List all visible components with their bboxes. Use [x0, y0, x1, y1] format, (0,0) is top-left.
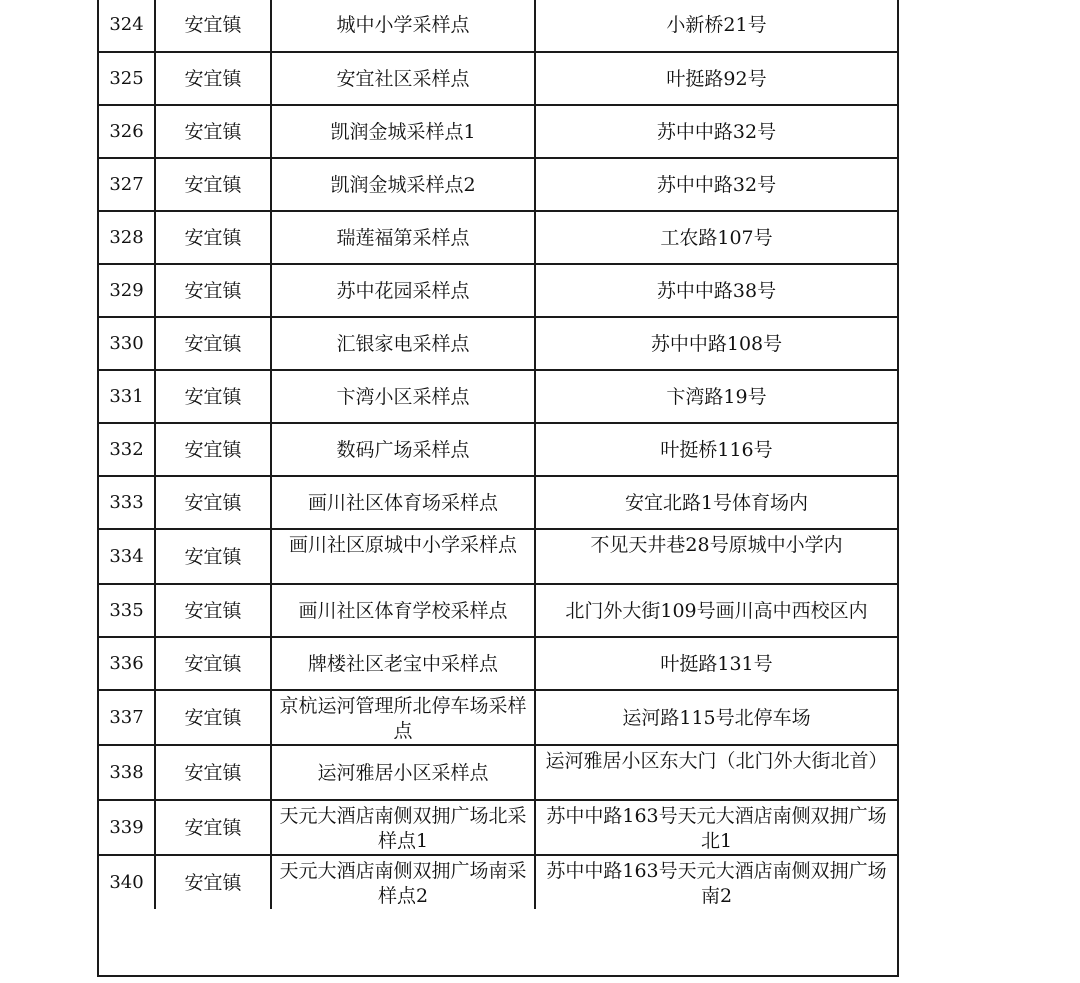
address-cell: 工农路107号	[535, 211, 897, 264]
table-row	[99, 105, 897, 158]
address-cell	[535, 529, 897, 584]
site-name-cell	[271, 855, 535, 909]
row-number: 335	[99, 584, 155, 637]
town-cell: 安宜镇	[155, 745, 271, 800]
sampling-site-grid	[99, 0, 897, 909]
address-cell: 北门外大街109号画川高中西校区内	[535, 584, 897, 637]
town-cell: 安宜镇	[155, 264, 271, 317]
site-name-cell: 卞湾小区采样点	[271, 370, 535, 423]
town-cell: 安宜镇	[155, 423, 271, 476]
address-cell: 安宜北路1号体育场内	[535, 476, 897, 529]
table-row	[99, 584, 897, 637]
town-cell: 安宜镇	[155, 800, 271, 855]
site-name-cell: 凯润金城采样点2	[271, 158, 535, 211]
site-name-text: 天元大酒店南侧双拥广场南采样点2	[279, 860, 527, 907]
row-number: 336	[99, 637, 155, 690]
row-number: 330	[99, 317, 155, 370]
address-cell: 苏中中路32号	[535, 158, 897, 211]
row-number: 331	[99, 370, 155, 423]
address-cell	[535, 800, 897, 855]
row-number: 333	[99, 476, 155, 529]
town-cell: 安宜镇	[155, 690, 271, 745]
address-cell: 苏中中路38号	[535, 264, 897, 317]
town-cell: 安宜镇	[155, 855, 271, 909]
address-text: 运河雅居小区东大门（北门外大街北首）	[545, 750, 888, 772]
site-name-text: 京杭运河管理所北停车场采样点	[279, 695, 527, 742]
site-name-cell: 牌楼社区老宝中采样点	[271, 637, 535, 690]
address-cell: 小新桥21号	[535, 0, 897, 52]
town-cell: 安宜镇	[155, 105, 271, 158]
sampling-site-table	[97, 0, 899, 977]
row-number: 334	[99, 529, 155, 584]
site-name-cell	[271, 800, 535, 855]
address-cell: 苏中中路108号	[535, 317, 897, 370]
site-name-cell: 画川社区体育场采样点	[271, 476, 535, 529]
table-row	[99, 370, 897, 423]
table-row	[99, 0, 897, 52]
town-cell: 安宜镇	[155, 158, 271, 211]
town-cell: 安宜镇	[155, 584, 271, 637]
site-name-cell: 凯润金城采样点1	[271, 105, 535, 158]
table-row	[99, 423, 897, 476]
row-number: 325	[99, 52, 155, 105]
address-text: 苏中中路163号天元大酒店南侧双拥广场南2	[546, 860, 887, 907]
table-row	[99, 800, 897, 855]
town-cell: 安宜镇	[155, 317, 271, 370]
row-number: 327	[99, 158, 155, 211]
row-number: 339	[99, 800, 155, 855]
table-row	[99, 317, 897, 370]
town-cell: 安宜镇	[155, 0, 271, 52]
table-row	[99, 855, 897, 909]
table-row	[99, 52, 897, 105]
row-number: 332	[99, 423, 155, 476]
table-row	[99, 211, 897, 264]
address-cell: 卞湾路19号	[535, 370, 897, 423]
row-number: 338	[99, 745, 155, 800]
site-name-cell: 城中小学采样点	[271, 0, 535, 52]
row-number: 329	[99, 264, 155, 317]
site-name-cell: 运河雅居小区采样点	[271, 745, 535, 800]
table-row	[99, 690, 897, 745]
row-number: 328	[99, 211, 155, 264]
address-cell: 叶挺桥116号	[535, 423, 897, 476]
town-cell: 安宜镇	[155, 637, 271, 690]
site-name-text: 画川社区原城中小学采样点	[288, 534, 517, 556]
address-cell: 苏中中路32号	[535, 105, 897, 158]
address-text: 苏中中路163号天元大酒店南侧双拥广场北1	[546, 805, 887, 852]
site-name-cell: 汇银家电采样点	[271, 317, 535, 370]
table-row	[99, 264, 897, 317]
address-text: 不见天井巷28号原城中小学内	[590, 534, 843, 556]
site-name-cell: 数码广场采样点	[271, 423, 535, 476]
town-cell: 安宜镇	[155, 476, 271, 529]
table-row	[99, 745, 897, 800]
table-row	[99, 158, 897, 211]
table-row	[99, 637, 897, 690]
site-name-cell: 安宜社区采样点	[271, 52, 535, 105]
table-row	[99, 529, 897, 584]
address-cell	[535, 745, 897, 800]
table-row	[99, 476, 897, 529]
row-number: 340	[99, 855, 155, 909]
row-number: 324	[99, 0, 155, 52]
row-number: 337	[99, 690, 155, 745]
town-cell: 安宜镇	[155, 211, 271, 264]
site-name-text: 天元大酒店南侧双拥广场北采样点1	[279, 805, 527, 852]
address-cell: 叶挺路131号	[535, 637, 897, 690]
row-number: 326	[99, 105, 155, 158]
site-name-cell: 画川社区体育学校采样点	[271, 584, 535, 637]
site-name-cell: 瑞莲福第采样点	[271, 211, 535, 264]
address-cell: 叶挺路92号	[535, 52, 897, 105]
address-cell	[535, 855, 897, 909]
address-cell: 运河路115号北停车场	[535, 690, 897, 745]
site-name-cell	[271, 529, 535, 584]
site-name-cell	[271, 690, 535, 745]
town-cell: 安宜镇	[155, 52, 271, 105]
site-name-cell: 苏中花园采样点	[271, 264, 535, 317]
town-cell: 安宜镇	[155, 370, 271, 423]
town-cell: 安宜镇	[155, 529, 271, 584]
